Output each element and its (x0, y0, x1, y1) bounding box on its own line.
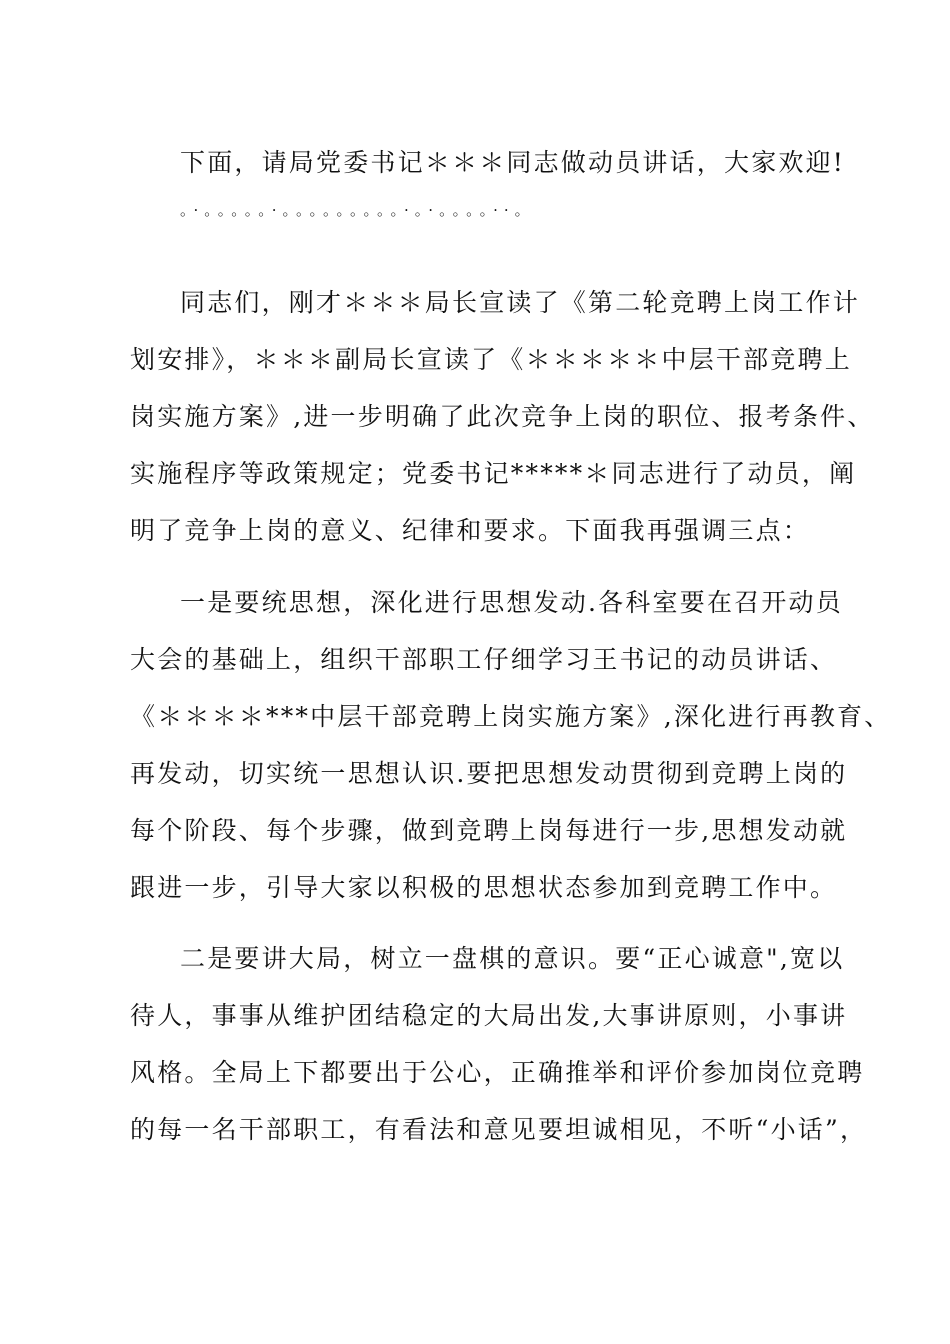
paragraph-line: 风格。全局上下都要出于公心，正确推举和评价参加岗位竞聘 (130, 1058, 865, 1087)
paragraph-line: 《＊＊＊＊***中层干部竞聘上岗实施方案》,深化进行再教育、 (130, 702, 892, 731)
paragraph-line: 岗实施方案》,进一步明确了此次竞争上岗的职位、报考条件、 (130, 402, 875, 431)
separator-dots: 。·。。。。。·。。。。。。。。。·。·。。。。··。 (180, 201, 536, 219)
paragraph-line: 待人，事事从维护团结稳定的大局出发,大事讲原则，小事讲 (130, 1001, 848, 1030)
paragraph-line: 划安排》，＊＊＊副局长宣读了《＊＊＊＊＊中层干部竞聘上 (130, 345, 852, 374)
paragraph-line: 的每一名干部职工，有看法和意见要坦诚相见，不听“小话”， (130, 1115, 868, 1144)
paragraph-line: 同志们，刚才＊＊＊局长宣读了《第二轮竞聘上岗工作计 (180, 288, 861, 317)
paragraph-line: 明了竞争上岗的意义、纪律和要求。下面我再强调三点： (130, 516, 811, 545)
paragraph-line: 二是要讲大局，树立一盘棋的意识。要“正心诚意",宽以 (180, 944, 845, 973)
paragraph-line: 跟进一步，引导大家以积极的思想状态参加到竞聘工作中。 (130, 873, 838, 902)
intro-line: 下面，请局党委书记＊＊＊同志做动员讲话，大家欢迎! (180, 148, 846, 177)
paragraph-line: 大会的基础上，组织干部职工仔细学习王书记的动员讲话、 (130, 645, 838, 674)
paragraph-line: 一是要统思想，深化进行思想发动.各科室要在召开动员 (180, 588, 843, 617)
paragraph-line: 每个阶段、每个步骤，做到竞聘上岗每进行一步,思想发动就 (130, 816, 848, 845)
paragraph-line: 实施程序等政策规定；党委书记*****＊同志进行了动员，阐 (130, 459, 857, 488)
paragraph-line: 再发动，切实统一思想认识.要把思想发动贯彻到竞聘上岗的 (130, 759, 848, 788)
